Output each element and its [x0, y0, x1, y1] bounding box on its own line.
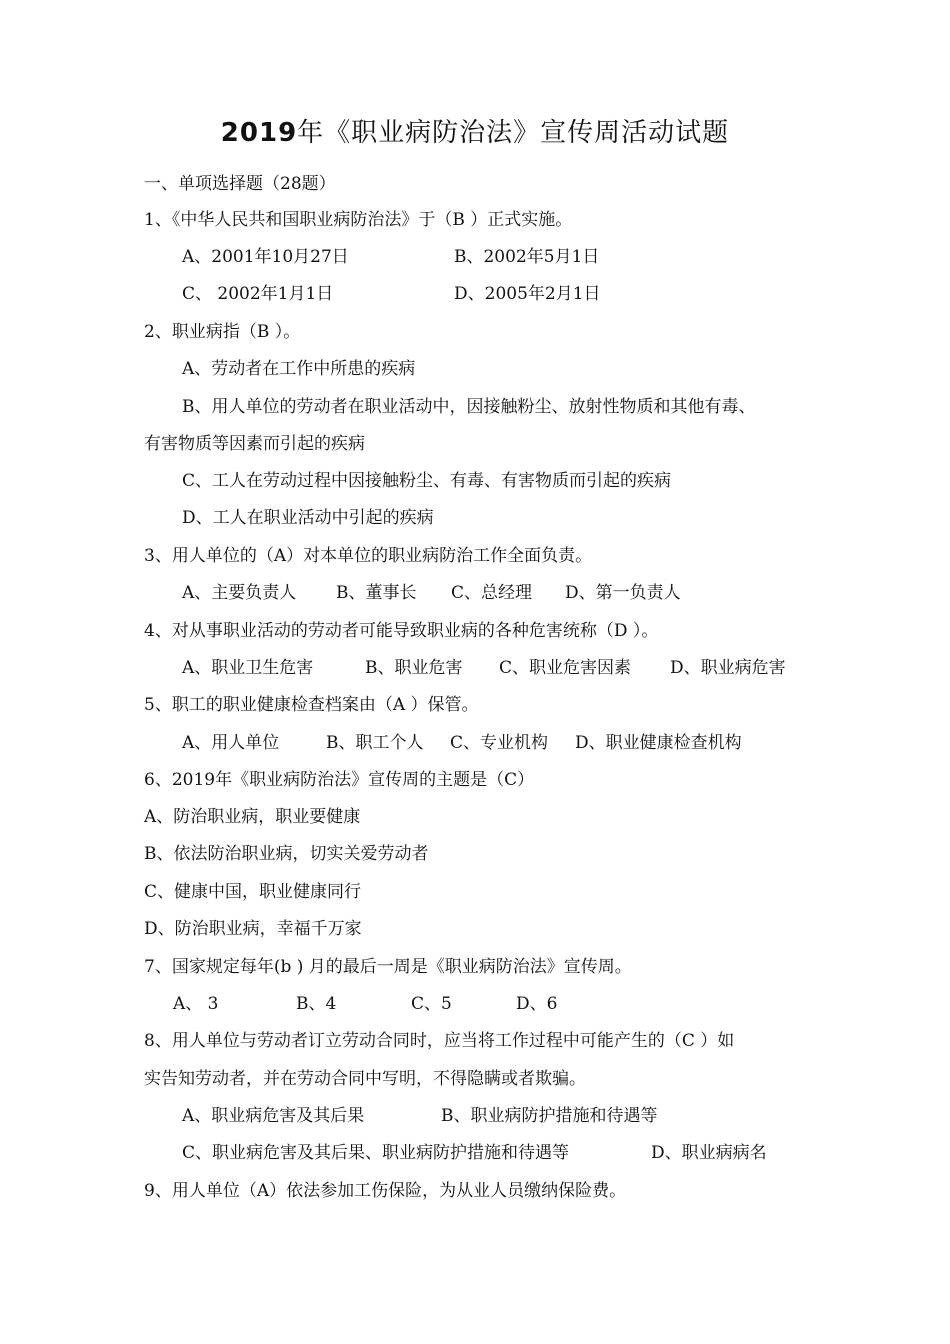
- q8-option-b: B、职业病防护措施和待遇等: [441, 1106, 658, 1126]
- question-1-stem: 1、《中华人民共和国职业病防治法》于（B ）正式实施。: [144, 210, 573, 230]
- q2-option-b-line-2: 有害物质等因素而引起的疾病: [144, 434, 365, 454]
- q5-option-d: D、职业健康检查机构: [575, 733, 742, 753]
- question-7-stem: 7、国家规定每年(b ) 月的最后一周是《职业病防治法》宣传周。: [144, 957, 632, 977]
- q6-option-d: D、防治职业病，幸福千万家: [144, 919, 362, 939]
- q4-option-a: A、职业卫生危害: [182, 658, 314, 678]
- q5-option-a: A、用人单位: [182, 733, 280, 753]
- question-4-stem: 4、对从事职业活动的劳动者可能导致职业病的各种危害统称（D ）。: [144, 621, 659, 641]
- q3-option-b: B、董事长: [336, 583, 417, 603]
- question-8-stem-line-1: 8、用人单位与劳动者订立劳动合同时，应当将工作过程中可能产生的（C ）如: [144, 1031, 735, 1051]
- q5-option-b: B、职工个人: [326, 733, 424, 753]
- q5-option-c: C、专业机构: [450, 733, 549, 753]
- q1-option-a: A、2001年10月27日: [182, 247, 349, 267]
- q2-option-d: D、工人在职业活动中引起的疾病: [182, 508, 434, 528]
- question-5-stem: 5、职工的职业健康检查档案由（A ）保管。: [144, 695, 479, 715]
- q7-option-a: A、 3: [173, 994, 219, 1014]
- title-year: 2019: [220, 118, 298, 148]
- q2-option-b-line-1: B、用人单位的劳动者在职业活动中，因接触粉尘、放射性物质和其他有毒、: [182, 397, 756, 417]
- title-text: 年《职业病防治法》宣传周活动试题: [297, 118, 730, 148]
- q7-option-b: B、4: [296, 994, 337, 1014]
- q1-option-c: C、 2002年1月1日: [182, 284, 334, 304]
- q1-option-b: B、2002年5月1日: [454, 247, 600, 267]
- question-8-stem-line-2: 实告知劳动者，并在劳动合同中写明，不得隐瞒或者欺骗。: [144, 1069, 586, 1089]
- q8-option-c: C、职业病危害及其后果、职业病防护措施和待遇等: [182, 1143, 570, 1163]
- q4-option-d: D、职业病危害: [670, 658, 786, 678]
- q7-option-c: C、5: [411, 994, 452, 1014]
- question-9-stem: 9、用人单位（A）依法参加工伤保险，为从业人员缴纳保险费。: [144, 1181, 627, 1201]
- q1-option-d: D、2005年2月1日: [454, 284, 601, 304]
- question-2-stem: 2、职业病指（B ）。: [144, 322, 301, 342]
- q3-option-d: D、第一负责人: [565, 583, 681, 603]
- q3-option-a: A、主要负责人: [182, 583, 297, 603]
- q6-option-b: B、依法防治职业病，切实关爱劳动者: [144, 844, 429, 864]
- q4-option-c: C、职业危害因素: [499, 658, 632, 678]
- q6-option-a: A、防治职业病，职业要健康: [144, 807, 361, 827]
- q2-option-c: C、工人在劳动过程中因接触粉尘、有毒、有害物质而引起的疾病: [182, 471, 672, 491]
- page-title: [0, 112, 950, 149]
- q6-option-c: C、健康中国，职业健康同行: [144, 882, 362, 902]
- question-6-stem: 6、2019年《职业病防治法》宣传周的主题是（C）: [144, 770, 535, 790]
- q4-option-b: B、职业危害: [365, 658, 463, 678]
- q3-option-c: C、总经理: [451, 583, 533, 603]
- q8-option-d: D、职业病病名: [651, 1143, 767, 1163]
- section-heading: 一、单项选择题（28题）: [144, 174, 336, 194]
- q7-option-d: D、6: [516, 994, 558, 1014]
- question-3-stem: 3、用人单位的（A）对本单位的职业病防治工作全面负责。: [144, 546, 593, 566]
- q8-option-a: A、职业病危害及其后果: [182, 1106, 365, 1126]
- q2-option-a: A、劳动者在工作中所患的疾病: [182, 359, 416, 379]
